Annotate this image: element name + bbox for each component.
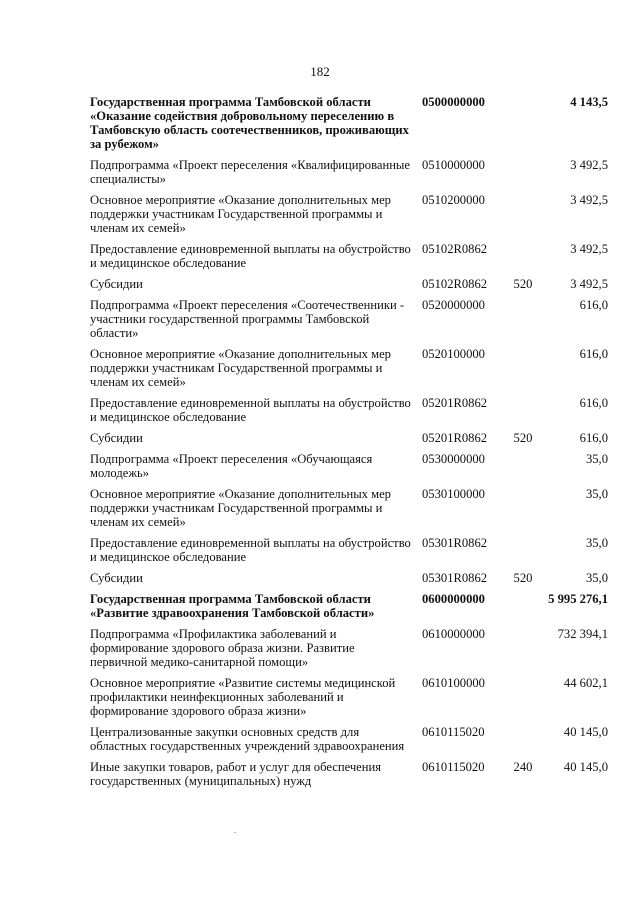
table-row [90, 95, 608, 158]
row-expense-type: 520 [513, 571, 533, 585]
row-expense-type [504, 347, 542, 396]
row-sum: 3 492,5 [570, 277, 608, 291]
row-expense-type [504, 725, 542, 760]
table-row [90, 242, 608, 277]
row-expense-type [504, 676, 542, 725]
table-row [90, 592, 608, 627]
row-sum: 40 145,0 [563, 725, 608, 739]
row-code: 0520000000 [422, 298, 485, 312]
row-code: 0520100000 [422, 347, 485, 361]
row-code: 0610115020 [422, 725, 485, 739]
page-number: 182 [310, 64, 330, 79]
row-code: 0530100000 [422, 487, 485, 501]
row-sum: 732 394,1 [557, 627, 608, 641]
row-code: 05102R0862 [422, 277, 488, 291]
row-name: Субсидии [90, 277, 143, 291]
table-row [90, 487, 608, 536]
row-code: 0530000000 [422, 452, 485, 466]
row-name: Государственная программа Тамбовской области «Развитие здравоохранения Тамбовской области» [90, 592, 375, 620]
row-name: Основное мероприятие «Оказание дополнительных мер поддержки участникам Государственной программы и членам их семей» [90, 487, 391, 529]
row-sum: 616,0 [579, 347, 608, 361]
row-code: 05301R0862 [422, 571, 488, 585]
row-sum: 3 492,5 [570, 193, 608, 207]
row-code: 0510000000 [422, 158, 485, 172]
row-expense-type [504, 396, 542, 431]
scan-artifact [234, 832, 236, 833]
row-sum: 35,0 [585, 487, 608, 501]
row-code: 05201R0862 [422, 396, 488, 410]
row-name: Основное мероприятие «Развитие системы медицинской профилактики неинфекционных заболеваний и формирование здорового образа жизни» [90, 676, 396, 718]
row-code: 0510200000 [422, 193, 485, 207]
row-sum: 3 492,5 [570, 158, 608, 172]
table-row [90, 277, 608, 298]
row-code: 05102R0862 [422, 242, 488, 256]
row-expense-type: 240 [513, 760, 533, 774]
table-row [90, 158, 608, 193]
row-name: Подпрограмма «Проект переселения «Обучающаяся молодежь» [90, 452, 373, 480]
row-expense-type [504, 487, 542, 536]
row-expense-type [504, 592, 542, 627]
row-sum: 40 145,0 [563, 760, 608, 774]
row-expense-type: 520 [513, 277, 533, 291]
row-name: Субсидии [90, 431, 143, 445]
row-name: Централизованные закупки основных средств для областных государственных учреждений здравоохранения [90, 725, 405, 753]
row-name: Подпрограмма «Проект переселения «Соотечественники - участники государственной программы Тамбовской области» [90, 298, 405, 340]
row-code: 0600000000 [422, 592, 485, 606]
row-name: Подпрограмма «Проект переселения «Квалифицированные специалисты» [90, 158, 410, 186]
row-name: Основное мероприятие «Оказание дополнительных мер поддержки участникам Государственной программы и членам их семей» [90, 193, 391, 235]
table-row [90, 627, 608, 676]
table-row [90, 536, 608, 571]
row-sum: 35,0 [585, 452, 608, 466]
row-expense-type [504, 158, 542, 193]
row-code: 05301R0862 [422, 536, 488, 550]
row-expense-type [504, 298, 542, 347]
budget-table-body [90, 95, 608, 795]
row-expense-type [504, 452, 542, 487]
row-sum: 35,0 [585, 571, 608, 585]
row-sum: 5 995 276,1 [548, 592, 608, 606]
table-row [90, 676, 608, 725]
row-sum: 4 143,5 [570, 95, 608, 109]
row-sum: 3 492,5 [570, 242, 608, 256]
table-row [90, 431, 608, 452]
row-name: Подпрограмма «Профилактика заболеваний и формирование здорового образа жизни. Развитие первичной медико-санитарной помощи» [90, 627, 355, 669]
row-code: 0610100000 [422, 676, 485, 690]
row-name: Предоставление единовременной выплаты на обустройство и медицинское обследование [90, 396, 411, 424]
table-row [90, 347, 608, 396]
row-expense-type: 520 [513, 431, 533, 445]
row-sum: 616,0 [579, 298, 608, 312]
row-sum: 616,0 [579, 431, 608, 445]
row-expense-type [504, 193, 542, 242]
row-sum: 616,0 [579, 396, 608, 410]
row-code: 05201R0862 [422, 431, 488, 445]
row-expense-type [504, 95, 542, 158]
table-row [90, 760, 608, 795]
row-expense-type [504, 536, 542, 571]
row-expense-type [504, 242, 542, 277]
table-row [90, 396, 608, 431]
row-name: Предоставление единовременной выплаты на обустройство и медицинское обследование [90, 242, 411, 270]
row-name: Государственная программа Тамбовской области «Оказание содействия добровольному переселению в Тамбовскую область соотечественников, проживающих за рубежом» [90, 95, 409, 151]
row-sum: 35,0 [585, 536, 608, 550]
row-name: Предоставление единовременной выплаты на обустройство и медицинское обследование [90, 536, 411, 564]
row-sum: 44 602,1 [563, 676, 608, 690]
row-code: 0610000000 [422, 627, 485, 641]
row-expense-type [504, 627, 542, 676]
row-code: 0500000000 [422, 95, 485, 109]
row-name: Основное мероприятие «Оказание дополнительных мер поддержки участникам Государственной программы и членам их семей» [90, 347, 391, 389]
budget-table [90, 95, 608, 795]
table-row [90, 571, 608, 592]
table-row [90, 725, 608, 760]
row-name: Субсидии [90, 571, 143, 585]
table-row [90, 298, 608, 347]
table-row [90, 452, 608, 487]
row-code: 0610115020 [422, 760, 485, 774]
row-name: Иные закупки товаров, работ и услуг для обеспечения государственных (муниципальных) нужд [90, 760, 382, 788]
table-row [90, 193, 608, 242]
